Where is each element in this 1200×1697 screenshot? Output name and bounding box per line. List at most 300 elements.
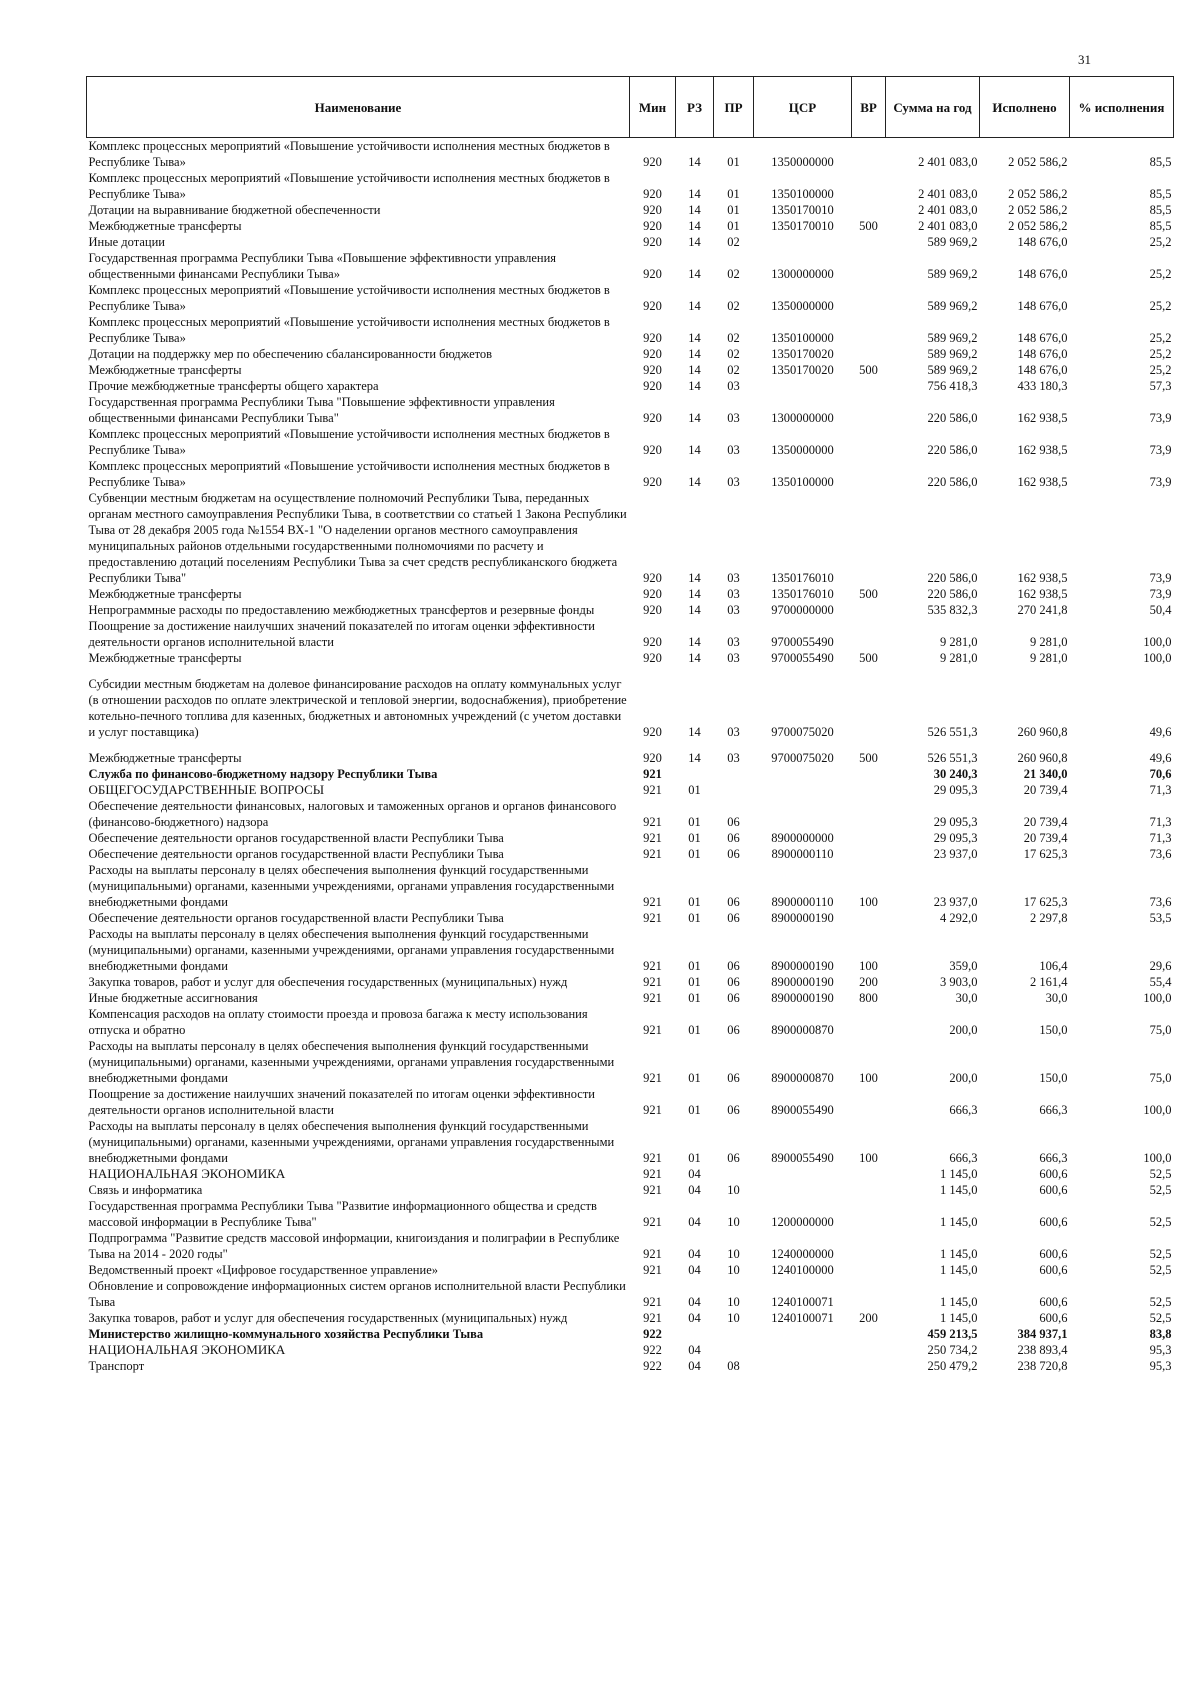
cell-min: 920 bbox=[643, 267, 662, 281]
cell-rz: 04 bbox=[688, 1167, 701, 1181]
cell-pr: 06 bbox=[727, 959, 740, 973]
cell-rz: 01 bbox=[688, 911, 701, 925]
cell-pr: 06 bbox=[727, 1151, 740, 1165]
cell-name: ОБЩЕГОСУДАРСТВЕННЫЕ ВОПРОСЫ bbox=[88, 782, 325, 797]
cell-csr: 9700075020 bbox=[771, 751, 834, 765]
cell-rz: 14 bbox=[688, 725, 701, 739]
cell-name: НАЦИОНАЛЬНАЯ ЭКОНОМИКА bbox=[88, 1166, 286, 1181]
cell-sum: 666,3 bbox=[949, 1103, 978, 1117]
cell-pr: 06 bbox=[727, 975, 740, 989]
table-row bbox=[87, 1262, 1174, 1278]
cell-csr: 1350100000 bbox=[771, 187, 834, 201]
cell-min: 921 bbox=[643, 1167, 662, 1181]
cell-vr bbox=[852, 602, 886, 618]
cell-done: 2 052 586,2 bbox=[1008, 187, 1068, 201]
cell-done: 106,4 bbox=[1039, 959, 1068, 973]
cell-min: 921 bbox=[643, 831, 662, 845]
cell-pct: 100,0 bbox=[1143, 1151, 1172, 1165]
cell-min: 921 bbox=[643, 911, 662, 925]
cell-sum: 359,0 bbox=[949, 959, 978, 973]
table-row bbox=[87, 362, 1174, 378]
table-row bbox=[87, 314, 1174, 346]
cell-sum: 526 551,3 bbox=[927, 751, 978, 765]
cell-sum: 2 401 083,0 bbox=[918, 219, 978, 233]
cell-name: Прочие межбюджетные трансферты общего характера bbox=[88, 379, 379, 393]
table-row bbox=[87, 458, 1174, 490]
cell-name: Субвенции местным бюджетам на осуществление полномочий Республики Тыва, переданных органам местного самоуправления Республики Тыва, в соответствии со статьей 1 Закона Республики Тыва от 28 декабря 2005 года №1554 ВХ-1 "О наделении органов местного самоуправления муниципальных районов отдельными государственными полномочиями по расчету и предоставлению дотаций поселениям Республики Тыва за счет средств республиканского бюджета Республики Тыва" bbox=[88, 491, 627, 585]
table-row bbox=[87, 1038, 1174, 1086]
cell-csr: 1200000000 bbox=[771, 1215, 834, 1229]
cell-pct: 100,0 bbox=[1143, 991, 1172, 1005]
cell-min: 921 bbox=[643, 1151, 662, 1165]
cell-done: 238 720,8 bbox=[1017, 1359, 1068, 1373]
cell-name: Расходы на выплаты персоналу в целях обеспечения выполнения функций государственными (муниципальными) органами, казенными учреждениями, органами управления государственными внебюджетными фондами bbox=[88, 1039, 615, 1085]
cell-sum: 459 213,5 bbox=[927, 1327, 978, 1341]
cell-rz: 14 bbox=[688, 571, 701, 585]
cell-csr: 1350000000 bbox=[771, 299, 834, 313]
cell-pct: 52,5 bbox=[1149, 1247, 1172, 1261]
cell-pr: 10 bbox=[727, 1215, 740, 1229]
cell-sum: 30,0 bbox=[955, 991, 978, 1005]
cell-done: 600,6 bbox=[1039, 1247, 1068, 1261]
cell-done: 148 676,0 bbox=[1017, 347, 1068, 361]
cell-pr: 03 bbox=[727, 751, 740, 765]
cell-vr bbox=[852, 766, 886, 782]
cell-sum: 1 145,0 bbox=[940, 1183, 978, 1197]
cell-vr bbox=[852, 282, 886, 314]
table-row bbox=[87, 862, 1174, 910]
cell-name: Ведомственный проект «Цифровое государственное управление» bbox=[88, 1263, 438, 1277]
table-row bbox=[87, 394, 1174, 426]
cell-pr: 10 bbox=[727, 1183, 740, 1197]
cell-sum: 23 937,0 bbox=[933, 847, 978, 861]
cell-sum: 250 734,2 bbox=[927, 1343, 978, 1357]
cell-name: Межбюджетные трансферты bbox=[88, 363, 242, 377]
cell-min: 920 bbox=[643, 635, 662, 649]
cell-name: Комплекс процессных мероприятий «Повышение устойчивости исполнения местных бюджетов в Республике Тыва» bbox=[88, 139, 610, 169]
cell-pr: 02 bbox=[727, 299, 740, 313]
cell-csr bbox=[754, 1342, 852, 1358]
cell-rz bbox=[676, 1326, 714, 1342]
cell-rz: 04 bbox=[688, 1263, 701, 1277]
cell-pr: 06 bbox=[727, 895, 740, 909]
cell-csr: 1240100071 bbox=[771, 1295, 834, 1309]
cell-csr: 8900000190 bbox=[771, 959, 834, 973]
cell-vr: 200 bbox=[859, 1311, 878, 1325]
cell-rz: 14 bbox=[688, 219, 701, 233]
cell-sum: 756 418,3 bbox=[927, 379, 978, 393]
cell-rz: 14 bbox=[688, 603, 701, 617]
cell-name: Обеспечение деятельности органов государственной власти Республики Тыва bbox=[88, 911, 504, 925]
cell-csr: 1240100071 bbox=[771, 1311, 834, 1325]
cell-pct: 25,2 bbox=[1149, 267, 1172, 281]
table-row bbox=[87, 1230, 1174, 1262]
cell-csr: 8900000110 bbox=[771, 895, 834, 909]
cell-pr: 02 bbox=[727, 347, 740, 361]
cell-pct: 25,2 bbox=[1149, 363, 1172, 377]
cell-done: 270 241,8 bbox=[1017, 603, 1068, 617]
cell-csr: 8900000870 bbox=[771, 1023, 834, 1037]
cell-csr: 1300000000 bbox=[771, 411, 834, 425]
cell-pct: 73,9 bbox=[1149, 587, 1172, 601]
cell-done: 600,6 bbox=[1039, 1263, 1068, 1277]
cell-vr bbox=[852, 170, 886, 202]
cell-sum: 250 479,2 bbox=[927, 1359, 978, 1373]
cell-sum: 535 832,3 bbox=[927, 603, 978, 617]
cell-pct: 75,0 bbox=[1149, 1023, 1172, 1037]
header-rz: РЗ bbox=[676, 77, 714, 138]
cell-name: Обеспечение деятельности финансовых, налоговых и таможенных органов и органов финансового (финансово-бюджетного) надзора bbox=[88, 799, 617, 829]
cell-csr: 9700055490 bbox=[771, 635, 834, 649]
cell-csr bbox=[754, 766, 852, 782]
cell-pct: 25,2 bbox=[1149, 347, 1172, 361]
cell-name: Расходы на выплаты персоналу в целях обеспечения выполнения функций государственными (муниципальными) органами, казенными учреждениями, органами управления государственными внебюджетными фондами bbox=[88, 1119, 615, 1165]
cell-done: 260 960,8 bbox=[1017, 751, 1068, 765]
header-csr: ЦСР bbox=[754, 77, 852, 138]
table-row bbox=[87, 378, 1174, 394]
cell-pr bbox=[714, 1166, 754, 1182]
cell-min: 921 bbox=[643, 959, 662, 973]
cell-csr: 8900000110 bbox=[771, 847, 834, 861]
table-row bbox=[87, 138, 1174, 171]
cell-pct: 55,4 bbox=[1149, 975, 1172, 989]
cell-min: 920 bbox=[643, 363, 662, 377]
cell-sum: 29 095,3 bbox=[933, 831, 978, 845]
cell-pct: 53,5 bbox=[1149, 911, 1172, 925]
cell-min: 920 bbox=[643, 443, 662, 457]
cell-min: 920 bbox=[643, 603, 662, 617]
cell-csr: 8900055490 bbox=[771, 1103, 834, 1117]
cell-csr: 8900000190 bbox=[771, 911, 834, 925]
cell-min: 921 bbox=[643, 991, 662, 1005]
cell-name: Межбюджетные трансферты bbox=[88, 219, 242, 233]
cell-min: 920 bbox=[643, 299, 662, 313]
cell-min: 922 bbox=[643, 1343, 662, 1357]
cell-pr: 02 bbox=[727, 331, 740, 345]
cell-sum: 200,0 bbox=[949, 1071, 978, 1085]
cell-pct: 52,5 bbox=[1149, 1183, 1172, 1197]
cell-min: 921 bbox=[643, 1295, 662, 1309]
cell-vr bbox=[852, 830, 886, 846]
cell-csr bbox=[754, 1326, 852, 1342]
cell-done: 148 676,0 bbox=[1017, 299, 1068, 313]
cell-done: 17 625,3 bbox=[1023, 847, 1068, 861]
cell-done: 20 739,4 bbox=[1023, 815, 1068, 829]
cell-pr: 03 bbox=[727, 651, 740, 665]
cell-done: 150,0 bbox=[1039, 1023, 1068, 1037]
cell-rz: 01 bbox=[688, 975, 701, 989]
table-row bbox=[87, 250, 1174, 282]
header-pr: ПР bbox=[714, 77, 754, 138]
cell-csr: 8900000000 bbox=[771, 831, 834, 845]
cell-min: 921 bbox=[643, 1263, 662, 1277]
cell-min: 920 bbox=[643, 587, 662, 601]
cell-vr: 500 bbox=[859, 751, 878, 765]
cell-csr bbox=[754, 378, 852, 394]
cell-sum: 589 969,2 bbox=[927, 267, 978, 281]
cell-name: Поощрение за достижение наилучших значений показателей по итогам оценки эффективности деятельности органов исполнительной власти bbox=[88, 619, 596, 649]
cell-pct: 85,5 bbox=[1149, 219, 1172, 233]
cell-pct: 71,3 bbox=[1149, 783, 1172, 797]
cell-name: Компенсация расходов на оплату стоимости проезда и провоза багажа к месту использования отпуска и обратно bbox=[88, 1007, 588, 1037]
table-row bbox=[87, 602, 1174, 618]
cell-min: 921 bbox=[643, 895, 662, 909]
cell-min: 922 bbox=[643, 1327, 662, 1341]
cell-pct: 52,5 bbox=[1149, 1295, 1172, 1309]
cell-done: 162 938,5 bbox=[1017, 443, 1068, 457]
cell-min: 920 bbox=[643, 235, 662, 249]
cell-sum: 1 145,0 bbox=[940, 1247, 978, 1261]
cell-pct: 52,5 bbox=[1149, 1311, 1172, 1325]
cell-name: Иные бюджетные ассигнования bbox=[88, 991, 258, 1005]
cell-pct: 52,5 bbox=[1149, 1167, 1172, 1181]
cell-done: 600,6 bbox=[1039, 1215, 1068, 1229]
cell-pr bbox=[714, 766, 754, 782]
cell-name: НАЦИОНАЛЬНАЯ ЭКОНОМИКА bbox=[88, 1342, 286, 1357]
cell-name: Комплекс процессных мероприятий «Повышение устойчивости исполнения местных бюджетов в Республике Тыва» bbox=[88, 283, 610, 313]
cell-rz: 01 bbox=[688, 959, 701, 973]
cell-name: Закупка товаров, работ и услуг для обеспечения государственных (муниципальных) нужд bbox=[88, 975, 568, 989]
cell-vr: 500 bbox=[859, 363, 878, 377]
cell-pr: 01 bbox=[727, 187, 740, 201]
cell-name: Непрограммные расходы по предоставлению межбюджетных трансфертов и резервные фонды bbox=[88, 603, 595, 617]
cell-pct: 57,3 bbox=[1149, 379, 1172, 393]
cell-sum: 29 095,3 bbox=[933, 815, 978, 829]
cell-done: 148 676,0 bbox=[1017, 331, 1068, 345]
cell-pct: 25,2 bbox=[1149, 331, 1172, 345]
cell-min: 920 bbox=[643, 203, 662, 217]
cell-rz: 01 bbox=[688, 815, 701, 829]
cell-pr: 06 bbox=[727, 1071, 740, 1085]
cell-rz: 14 bbox=[688, 235, 701, 249]
cell-rz: 14 bbox=[688, 475, 701, 489]
cell-name: Комплекс процессных мероприятий «Повышение устойчивости исполнения местных бюджетов в Республике Тыва» bbox=[88, 171, 610, 201]
table-row bbox=[87, 1342, 1174, 1358]
cell-pr: 06 bbox=[727, 847, 740, 861]
cell-done: 2 052 586,2 bbox=[1008, 155, 1068, 169]
cell-pct: 29,6 bbox=[1149, 959, 1172, 973]
cell-pct: 52,5 bbox=[1149, 1263, 1172, 1277]
cell-vr bbox=[852, 1182, 886, 1198]
page-number: 31 bbox=[1078, 52, 1091, 67]
cell-done: 384 937,1 bbox=[1017, 1327, 1068, 1341]
cell-sum: 589 969,2 bbox=[927, 235, 978, 249]
cell-done: 433 180,3 bbox=[1017, 379, 1068, 393]
cell-vr bbox=[852, 250, 886, 282]
cell-done: 600,6 bbox=[1039, 1295, 1068, 1309]
cell-rz: 04 bbox=[688, 1359, 701, 1373]
cell-vr bbox=[852, 666, 886, 740]
cell-min: 921 bbox=[643, 847, 662, 861]
cell-vr bbox=[852, 234, 886, 250]
cell-csr: 1350170010 bbox=[771, 219, 834, 233]
cell-csr: 1350000000 bbox=[771, 155, 834, 169]
cell-sum: 220 586,0 bbox=[927, 587, 978, 601]
header-min: Мин bbox=[630, 77, 676, 138]
cell-pr: 02 bbox=[727, 267, 740, 281]
cell-min: 921 bbox=[643, 767, 662, 781]
cell-name: Обеспечение деятельности органов государственной власти Республики Тыва bbox=[88, 847, 504, 861]
cell-sum: 9 281,0 bbox=[940, 635, 978, 649]
cell-min: 920 bbox=[643, 379, 662, 393]
cell-rz: 14 bbox=[688, 187, 701, 201]
cell-min: 921 bbox=[643, 1247, 662, 1261]
table-row bbox=[87, 1326, 1174, 1342]
header-name: Наименование bbox=[87, 77, 630, 138]
cell-rz: 14 bbox=[688, 411, 701, 425]
cell-min: 920 bbox=[643, 155, 662, 169]
cell-vr bbox=[852, 1358, 886, 1374]
cell-pr: 03 bbox=[727, 379, 740, 393]
cell-name: Обновление и сопровождение информационных систем органов исполнительной власти Республики Тыва bbox=[88, 1279, 626, 1309]
cell-pr: 02 bbox=[727, 235, 740, 249]
cell-vr bbox=[852, 202, 886, 218]
cell-pct: 70,6 bbox=[1149, 767, 1172, 781]
cell-sum: 220 586,0 bbox=[927, 475, 978, 489]
cell-rz: 14 bbox=[688, 299, 701, 313]
cell-sum: 23 937,0 bbox=[933, 895, 978, 909]
cell-name: Дотации на выравнивание бюджетной обеспеченности bbox=[88, 203, 381, 217]
cell-vr bbox=[852, 1166, 886, 1182]
cell-sum: 220 586,0 bbox=[927, 443, 978, 457]
table-row bbox=[87, 618, 1174, 650]
cell-sum: 220 586,0 bbox=[927, 571, 978, 585]
cell-vr bbox=[852, 346, 886, 362]
cell-min: 920 bbox=[643, 411, 662, 425]
header-done: Исполнено bbox=[980, 77, 1070, 138]
cell-csr: 1240100000 bbox=[771, 1263, 834, 1277]
cell-done: 20 739,4 bbox=[1023, 783, 1068, 797]
cell-rz: 14 bbox=[688, 267, 701, 281]
cell-vr bbox=[852, 846, 886, 862]
cell-vr bbox=[852, 1326, 886, 1342]
cell-pct: 100,0 bbox=[1143, 651, 1172, 665]
cell-csr bbox=[754, 798, 852, 830]
table-row bbox=[87, 1278, 1174, 1310]
table-row bbox=[87, 1358, 1174, 1374]
cell-done: 2 052 586,2 bbox=[1008, 203, 1068, 217]
table-row bbox=[87, 1310, 1174, 1326]
table-row bbox=[87, 740, 1174, 766]
cell-pr bbox=[714, 1342, 754, 1358]
cell-rz: 14 bbox=[688, 203, 701, 217]
cell-vr: 100 bbox=[859, 1071, 878, 1085]
cell-sum: 1 145,0 bbox=[940, 1215, 978, 1229]
cell-name: Иные дотации bbox=[88, 235, 165, 249]
table-row bbox=[87, 830, 1174, 846]
cell-done: 600,6 bbox=[1039, 1311, 1068, 1325]
table-row bbox=[87, 990, 1174, 1006]
cell-name: Расходы на выплаты персоналу в целях обеспечения выполнения функций государственными (муниципальными) органами, казенными учреждениями, органами управления государственными внебюджетными фондами bbox=[88, 927, 615, 973]
cell-pct: 52,5 bbox=[1149, 1215, 1172, 1229]
cell-done: 9 281,0 bbox=[1030, 635, 1068, 649]
cell-csr: 1300000000 bbox=[771, 267, 834, 281]
cell-rz: 14 bbox=[688, 363, 701, 377]
cell-vr: 800 bbox=[859, 991, 878, 1005]
cell-rz: 04 bbox=[688, 1295, 701, 1309]
table-row bbox=[87, 170, 1174, 202]
cell-pct: 73,9 bbox=[1149, 475, 1172, 489]
cell-min: 921 bbox=[643, 1215, 662, 1229]
cell-min: 921 bbox=[643, 975, 662, 989]
cell-pct: 73,6 bbox=[1149, 847, 1172, 861]
cell-vr: 500 bbox=[859, 651, 878, 665]
cell-done: 162 938,5 bbox=[1017, 411, 1068, 425]
table-row bbox=[87, 586, 1174, 602]
cell-vr: 100 bbox=[859, 959, 878, 973]
cell-pct: 71,3 bbox=[1149, 831, 1172, 845]
cell-done: 17 625,3 bbox=[1023, 895, 1068, 909]
cell-done: 600,6 bbox=[1039, 1167, 1068, 1181]
cell-rz: 14 bbox=[688, 379, 701, 393]
cell-csr: 1350000000 bbox=[771, 443, 834, 457]
cell-name: Обеспечение деятельности органов государственной власти Республики Тыва bbox=[88, 831, 504, 845]
cell-vr bbox=[852, 1006, 886, 1038]
cell-rz: 04 bbox=[688, 1183, 701, 1197]
cell-pct: 73,6 bbox=[1149, 895, 1172, 909]
header-vr: ВР bbox=[852, 77, 886, 138]
cell-csr: 1350100000 bbox=[771, 331, 834, 345]
table-row bbox=[87, 282, 1174, 314]
cell-pct: 49,6 bbox=[1149, 725, 1172, 739]
cell-pr: 03 bbox=[727, 725, 740, 739]
table-row bbox=[87, 1118, 1174, 1166]
cell-vr bbox=[852, 426, 886, 458]
cell-rz: 01 bbox=[688, 1023, 701, 1037]
cell-rz bbox=[676, 766, 714, 782]
cell-pct: 100,0 bbox=[1143, 635, 1172, 649]
cell-min: 920 bbox=[643, 725, 662, 739]
cell-pr: 06 bbox=[727, 911, 740, 925]
cell-done: 666,3 bbox=[1039, 1103, 1068, 1117]
cell-sum: 589 969,2 bbox=[927, 299, 978, 313]
table-row bbox=[87, 1086, 1174, 1118]
cell-sum: 4 292,0 bbox=[940, 911, 978, 925]
cell-pr: 02 bbox=[727, 363, 740, 377]
cell-pct: 85,5 bbox=[1149, 187, 1172, 201]
cell-pct: 25,2 bbox=[1149, 235, 1172, 249]
cell-vr bbox=[852, 782, 886, 798]
cell-name: Межбюджетные трансферты bbox=[88, 651, 242, 665]
table-row bbox=[87, 490, 1174, 586]
cell-vr bbox=[852, 314, 886, 346]
cell-rz: 04 bbox=[688, 1311, 701, 1325]
cell-vr bbox=[852, 1086, 886, 1118]
table-row bbox=[87, 234, 1174, 250]
cell-pr bbox=[714, 782, 754, 798]
cell-name: Государственная программа Республики Тыва "Повышение эффективности управления общественными финансами Республики Тыва" bbox=[88, 395, 555, 425]
table-row bbox=[87, 798, 1174, 830]
cell-done: 30,0 bbox=[1045, 991, 1068, 1005]
cell-min: 920 bbox=[643, 347, 662, 361]
cell-name: Межбюджетные трансферты bbox=[88, 751, 242, 765]
cell-vr: 100 bbox=[859, 1151, 878, 1165]
cell-sum: 1 145,0 bbox=[940, 1295, 978, 1309]
cell-vr bbox=[852, 138, 886, 171]
cell-name: Субсидии местным бюджетам на долевое финансирование расходов на оплату коммунальных услуг (в отношении расходов по оплате электрической и тепловой энергии, водоснабжения), приобретение котельно-печного топлива для казенных, бюджетных и автономных учреждений (с учетом доставки и услуг поставщика) bbox=[88, 677, 627, 739]
cell-vr bbox=[852, 798, 886, 830]
cell-csr: 8900055490 bbox=[771, 1151, 834, 1165]
cell-done: 148 676,0 bbox=[1017, 267, 1068, 281]
cell-done: 162 938,5 bbox=[1017, 475, 1068, 489]
cell-vr bbox=[852, 910, 886, 926]
table-header-row bbox=[87, 77, 1174, 138]
cell-csr: 8900000870 bbox=[771, 1071, 834, 1085]
cell-csr: 9700055490 bbox=[771, 651, 834, 665]
cell-vr: 100 bbox=[859, 895, 878, 909]
cell-vr bbox=[852, 378, 886, 394]
cell-csr: 1240000000 bbox=[771, 1247, 834, 1261]
